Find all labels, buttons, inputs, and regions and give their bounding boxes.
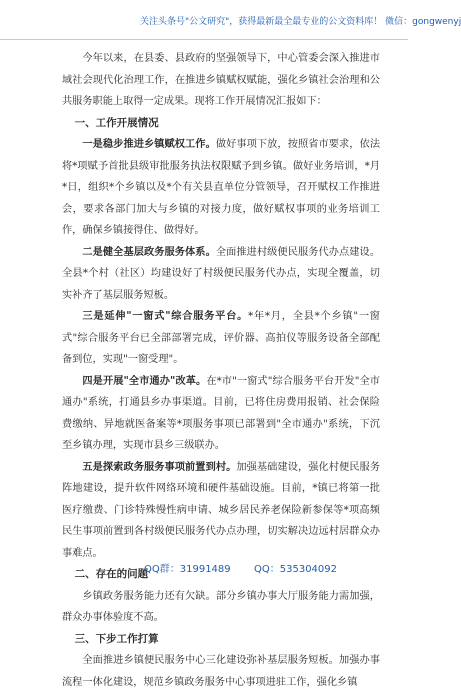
- paragraph-3: 三是延伸"一窗式"综合服务平台。*年*月，全县*个乡镇"一窗式"综合服务平台已全部部署完成，评价器、高拍仪等服务设备全部配备到位，实现"一窗受理"。: [62, 311, 380, 365]
- section-heading-3: 三、下步工作打算: [74, 632, 159, 645]
- section-heading-2: 二、存在的问题: [74, 568, 149, 580]
- paragraph-1: 一是稳步推进乡镇赋权工作。做好事项下放，按照省市要求，依法将*项赋予首批县级审批服务执法权限赋予到乡镇。做好业务培训，*月*日，组织*个乡镇以及*个有关县直单位分管领导，召开赋权工作推进会，要求各部门加大与乡镇的对接力度，做好赋权事项的业务培训工作，确保乡镇接得住、做得好。: [62, 139, 381, 236]
- paragraph-7: 全面推进乡镇便民服务中心三化建设弥补基层服务短板。加强办事流程一体化建设，规范乡镇政务服务中心事项进驻工作，强化乡镇: [62, 655, 380, 688]
- paragraph-4: 四是开展"全市通办"改革。在*市"一窗式"综合服务平台开发"全市通办"系统，打通县乡办事渠道。目前，已将住房费用报销、社会保险费缴纳、异地就医备案等*项服务事项已部署到"全市通办"系统，下沉至乡镇办理，实现市县乡三级联办。: [62, 375, 380, 451]
- document-body: [62, 48, 380, 693]
- intro-paragraph: 今年以来，在县委、县政府的坚强领导下，中心管委会深入推进市域社会现代化治理工作，在推进乡镇赋权赋能，强化乡镇社会治理和公共服务职能上取得一定成果。现将工作开展情况汇报如下：: [62, 53, 380, 107]
- footer-qq: QQ：535304092: [254, 564, 338, 575]
- paragraph-6: 乡镇政务服务能力还有欠缺。部分乡镇办事大厅服务能力需加强，群众办事体验度不高。: [62, 590, 380, 623]
- top-banner: [0, 0, 461, 40]
- footer: [0, 554, 408, 580]
- footer-qq-group: QQ群：31991489: [144, 564, 231, 575]
- section-heading-1: 一、工作开展情况: [74, 116, 159, 129]
- banner-text: 关注头条号"公文研究"，获得最新最全最专业的公文资料库！ 微信：gongwenyj: [140, 17, 461, 27]
- paragraph-5: 五是探索政务服务事项前置到村。加强基础建设，强化村便民服务阵地建设，提升软件网络环境和硬件基础设施。目前，*镇已将第一批医疗缴费、门诊特殊慢性病申请、城乡居民养老保险新参保等*项高频民生事项前置到各村级便民服务代办点办理，切实解决边远村居群众办事难点。: [62, 461, 381, 559]
- paragraph-2: 二是健全基层政务服务体系。全面推进村级便民服务代办点建设。全县*个村（社区）均建设好了村级便民服务代办点，实现全覆盖，切实补齐了基层服务短板。: [62, 246, 381, 301]
